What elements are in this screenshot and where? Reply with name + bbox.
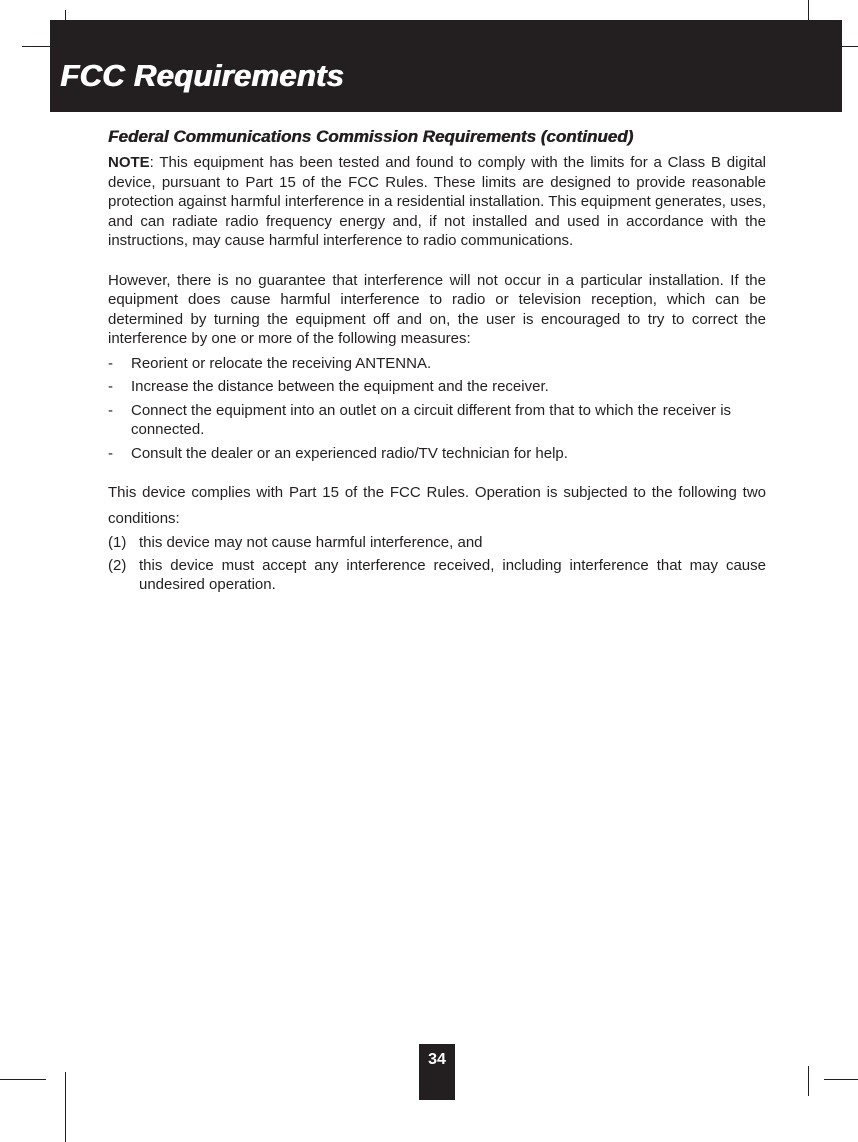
crop-mark xyxy=(22,46,50,47)
list-item: - Increase the distance between the equipment and the receiver. xyxy=(108,378,549,395)
conditions-list xyxy=(108,533,766,595)
page-number-box xyxy=(419,1044,455,1100)
body-content xyxy=(108,153,766,598)
crop-mark xyxy=(0,1079,46,1080)
page-number: 34 xyxy=(428,1051,446,1068)
crop-mark xyxy=(842,46,858,47)
list-item: - Reorient or relocate the receiving ANTENNA. xyxy=(108,354,432,372)
list-item: - Connect the equipment into an outlet on a circuit different from that to which the receiver is connected. xyxy=(108,401,732,438)
crop-mark xyxy=(808,1066,809,1096)
note-text: : This equipment has been tested and found to comply with the limits for a Class B digital device, pursuant to Part 15 of the FCC Rules. These limits are designed to provide reasonable protection against harmful interference in a residential installation. This equipment generates, uses, and can radiate radio frequency energy and, if not installed and used in accordance with the instructions, may cause harmful interference to radio communications. xyxy=(108,154,766,249)
page-title: FCC Requirements xyxy=(60,58,344,93)
crop-mark xyxy=(808,0,809,20)
list-item: - Consult the dealer or an experienced radio/TV technician for help. xyxy=(108,444,568,462)
note-label: NOTE xyxy=(108,154,150,171)
note-paragraph xyxy=(108,153,766,251)
crop-mark xyxy=(824,1079,858,1080)
list-item: (2) this device must accept any interference received, including interference that may cause undesired operation. xyxy=(108,556,766,593)
however-paragraph: However, there is no guarantee that interference will not occur in a particular installation. If the equipment does cause harmful interference to radio or television reception, which can be determined by turning the equipment off and on, the user is encouraged to try to correct the interference by one or more of the following measures: xyxy=(108,271,766,347)
compliance-paragraph: This device complies with Part 15 of the FCC Rules. Operation is subjected to the following two conditions: xyxy=(108,484,766,527)
measures-list xyxy=(108,354,766,464)
crop-mark xyxy=(65,1072,66,1142)
list-item: (1) this device may not cause harmful interference, and xyxy=(108,534,483,551)
section-subtitle: Federal Communications Commission Requirements (continued) xyxy=(108,127,634,146)
